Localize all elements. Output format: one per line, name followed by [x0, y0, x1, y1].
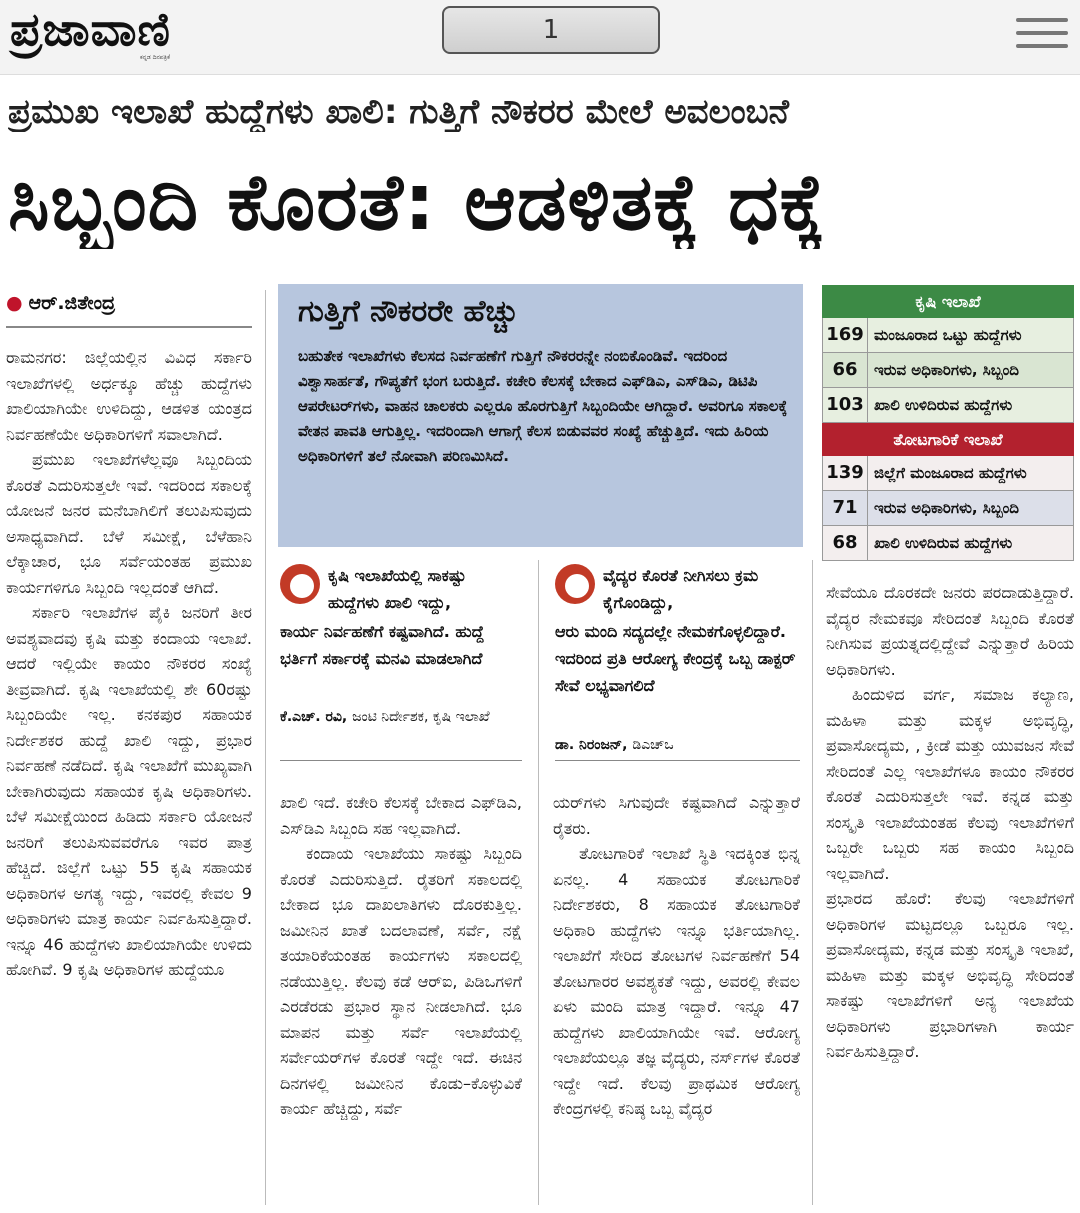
quote-name: ಡಾ. ನಿರಂಜನ್‌, [555, 737, 628, 753]
stats-row [822, 491, 1074, 526]
info-box-title: ಗುತ್ತಿಗೆ ನೌಕರರೇ ಹೆಚ್ಚು [298, 294, 519, 329]
agri-stats-header: ಕೃಷಿ ಇಲಾಖೆ [822, 285, 1074, 318]
newspaper-logo[interactable] [10, 2, 360, 70]
stats-number: 68 [823, 526, 868, 560]
stats-row [822, 353, 1074, 388]
hamburger-menu-icon[interactable] [1016, 16, 1068, 50]
quote-attribution [280, 704, 515, 731]
byline-author: ಆರ್.ಜಿತೇಂದ್ರ [28, 292, 116, 314]
stats-label: ಜಿಲ್ಲೆಗೆ ಮಂಜೂರಾದ ಹುದ್ದೆಗಳು [874, 464, 1027, 482]
bullet-icon: ● [6, 292, 23, 314]
stats-label: ಇರುವ ಅಧಿಕಾರಿಗಳು, ಸಿಬ್ಬಂದಿ [874, 361, 1019, 379]
article-column-4 [826, 580, 1074, 1065]
column-divider [812, 560, 813, 1205]
pull-quote-2 [555, 562, 800, 762]
app-bar [0, 0, 1080, 75]
paragraph: ಕಂದಾಯ ಇಲಾಖೆಯು ಸಾಕಷ್ಟು ಸಿಬ್ಬಂದಿ ಕೊರತೆ ಎದುರಿಸುತ್ತಿದೆ. ರೈತರಿಗೆ ಸಕಾಲದಲ್ಲಿ ಬೇಕಾದ ಭೂ ದಾಖಲಾತಿಗಳು ದೊರಕುತ್ತಿಲ್ಲ. ಜಮೀನಿನ ಖಾತೆ ಬದಲಾವಣೆ, ಸರ್ವೆ, ನಕ್ಷೆ ತಯಾರಿಕೆಯಂತಹ ಕಾರ್ಯಗಳು ಸಕಾಲದಲ್ಲಿ ನಡೆಯುತ್ತಿಲ್ಲ. ಕೆಲವು ಕಡೆ ಆರ್‌ಐ, ಪಿಡಿಒಗಳಿಗೆ ಎರಡೆರಡು ಪ್ರಭಾರ ಸ್ಥಾನ ನೀಡಲಾಗಿದೆ. ಭೂ ಮಾಪನ ಮತ್ತು ಸರ್ವೆ ಇಲಾಖೆಯಲ್ಲಿ ಸರ್ವೇಯರ್‌ಗಳ ಕೊರತೆ ಇದ್ದೇ ಇದೆ. ಈಚಿನ ದಿನಗಳಲ್ಲಿ ಜಮೀನಿನ ಕೊಡು–ಕೊಳ್ಳುವಿಕೆ ಕಾರ್ಯ ಹೆಚ್ಚಿದ್ದು, ಸರ್ವೆ [280, 844, 522, 1118]
quote-role: ಡಿಎಚ್‌ಒ [632, 737, 674, 753]
stats-number: 139 [823, 456, 868, 490]
stats-row [822, 318, 1074, 353]
horti-stats-header: ತೋಟಗಾರಿಕೆ ಇಲಾಖೆ [822, 423, 1074, 456]
column-divider [538, 560, 539, 1205]
stats-label: ಖಾಲಿ ಉಳಿದಿರುವ ಹುದ್ದೆಗಳು [874, 396, 1013, 414]
article-kicker: ಪ್ರಮುಖ ಇಲಾಖೆ ಹುದ್ದೆಗಳು ಖಾಲಿ: ಗುತ್ತಿಗೆ ನೌಕರರ ಮೇಲೆ ಅವಲಂಬನೆ [8, 92, 789, 132]
paragraph: ಯರ್‌ಗಳು ಸಿಗುವುದೇ ಕಷ್ಟವಾಗಿದೆ ಎನ್ನುತ್ತಾರೆ ರೈತರು. [553, 793, 800, 838]
quote-icon [280, 564, 320, 604]
stats-label: ಮಂಜೂರಾದ ಒಟ್ಟು ಹುದ್ದೆಗಳು [874, 326, 1022, 344]
article-column-3 [553, 790, 800, 1122]
quote-body: ಆರು ಮಂದಿ ಸದ್ಯದಲ್ಲೇ ನೇಮಕಗೊಳ್ಳಲಿದ್ದಾರೆ. ಇದರಿಂದ ಪ್ರತಿ ಆರೋಗ್ಯ ಕೇಂದ್ರಕ್ಕೆ ಒಬ್ಬ ಡಾಕ್ಟರ್‌ ಸೇವೆ ಲಭ್ಯವಾಗಲಿದೆ [555, 622, 796, 695]
logo-text: ಪ್ರಜಾವಾಣಿ [10, 2, 171, 56]
quote-body: ಕಾರ್ಯ ನಿರ್ವಹಣೆಗೆ ಕಷ್ಟವಾಗಿದೆ. ಹುದ್ದೆ ಭರ್ತಿಗೆ ಸರ್ಕಾರಕ್ಕೆ ಮನವಿ ಮಾಡಲಾಗಿದೆ [280, 622, 485, 668]
quote-role: ಜಂಟಿ ನಿರ್ದೇಶಕ, ಕೃಷಿ ಇಲಾಖೆ [352, 709, 490, 725]
paragraph: ಸೇವೆಯೂ ದೊರಕದೇ ಜನರು ಪರದಾಡುತ್ತಿದ್ದಾರೆ. ವೈದ್ಯರ ನೇಮಕವೂ ಸೇರಿದಂತೆ ಸಿಬ್ಬಂದಿ ಕೊರತೆ ನೀಗಿಸುವ ಪ್ರಯತ್ನದಲ್ಲಿದ್ದೇವೆ ಎನ್ನುತ್ತಾರೆ ಹಿರಿಯ ಅಧಿಕಾರಿಗಳು. [826, 583, 1074, 679]
stats-number: 66 [823, 353, 868, 387]
stats-number: 71 [823, 491, 868, 525]
quote-lead: ಕೃಷಿ ಇಲಾಖೆಯಲ್ಲಿ ಸಾಕಷ್ಟು ಹುದ್ದೆಗಳು ಖಾಲಿ ಇದ್ದು, [328, 566, 467, 612]
article-column-1 [6, 345, 252, 983]
paragraph: ರಾಮನಗರ: ಜಿಲ್ಲೆಯಲ್ಲಿನ ವಿವಿಧ ಸರ್ಕಾರಿ ಇಲಾಖೆಗಳಲ್ಲಿ ಅರ್ಧಕ್ಕೂ ಹೆಚ್ಚು ಹುದ್ದೆಗಳು ಖಾಲಿಯಾಗಿಯೇ ಉಳಿದಿದ್ದು, ಆಡಳಿತ ಯಂತ್ರದ ನಿರ್ವಹಣೆಯೇ ಅಧಿಕಾರಿಗಳಿಗೆ ಸವಾಲಾಗಿದೆ. [6, 348, 252, 444]
pull-quote-1 [280, 562, 520, 762]
quote-name: ಕೆ.ಎಚ್‌. ರವಿ, [280, 709, 348, 725]
paragraph: ಸರ್ಕಾರಿ ಇಲಾಖೆಗಳ ಪೈಕಿ ಜನರಿಗೆ ತೀರ ಅವಶ್ಯವಾದವು ಕೃಷಿ ಮತ್ತು ಕಂದಾಯ ಇಲಾಖೆ. ಆದರೆ ಇಲ್ಲಿಯೇ ಕಾಯಂ ನೌಕರರ ಸಂಖ್ಯೆ ತೀವ್ರವಾಗಿದೆ. ಕೃಷಿ ಇಲಾಖೆಯಲ್ಲಿ ಶೇ 60ರಷ್ಟು ಸಿಬ್ಬಂದಿಯೇ ಇಲ್ಲ. ಕನಕಪುರ ಸಹಾಯಕ ನಿರ್ದೇಶಕರ ಹುದ್ದೆ ಖಾಲಿ ಇದ್ದು, ಪ್ರಭಾರ ನಿರ್ವಹಣೆ ನಡೆದಿದೆ. ಕೃಷಿ ಇಲಾಖೆಗೆ ಮುಖ್ಯವಾಗಿ ಬೇಕಾಗಿರುವುದು ಸಹಾಯಕ ಕೃಷಿ ಅಧಿಕಾರಿಗಳು. ಬೆಳೆ ಸಮೀಕ್ಷೆಯಿಂದ ಹಿಡಿದು ಸರ್ಕಾರಿ ಯೋಜನೆ ಜನರಿಗೆ ತಲುಪಿಸುವವರೆಗೂ ಇವರ ಪಾತ್ರ ಹೆಚ್ಚಿದೆ. ಜಿಲ್ಲೆಗೆ ಒಟ್ಟು 55 ಕೃಷಿ ಸಹಾಯಕ ಅಧಿಕಾರಿಗಳ ಅಗತ್ಯ ಇದ್ದು, ಇವರಲ್ಲಿ ಕೇವಲ 9 ಅಧಿಕಾರಿಗಳು ಮಾತ್ರ ಕಾರ್ಯ ನಿರ್ವಹಿಸುತ್ತಿದ್ದಾರೆ. ಇನ್ನೂ 46 ಹುದ್ದೆಗಳು ಖಾಲಿಯಾಗಿಯೇ ಉಳಿದು ಹೋಗಿವೆ. 9 ಕೃಷಿ ಅಧಿಕಾರಿಗಳ ಹುದ್ದೆಯೂ [6, 603, 252, 979]
logo-tagline: ಕನ್ನಡ ದಿನಪತ್ರಿಕೆ [140, 54, 171, 61]
stats-label: ಖಾಲಿ ಉಳಿದಿರುವ ಹುದ್ದೆಗಳು [874, 534, 1013, 552]
paragraph: ಪ್ರಭಾರದ ಹೊರೆ: ಕೆಲವು ಇಲಾಖೆಗಳಿಗೆ ಅಧಿಕಾರಿಗಳ ಮಟ್ಟದಲ್ಲೂ ಒಬ್ಬರೂ ಇಲ್ಲ. ಪ್ರವಾಸೋದ್ಯಮ, ಕನ್ನಡ ಮತ್ತು ಸಂಸ್ಕೃತಿ ಇಲಾಖೆ, ಮಹಿಳಾ ಮತ್ತು ಮಕ್ಕಳ ಅಭಿವೃದ್ಧಿ ಸೇರಿದಂತೆ ಸಾಕಷ್ಟು ಇಲಾಖೆಗಳಿಗೆ ಅನ್ಯ ಇಲಾಖೆಯ ಅಧಿಕಾರಿಗಳು ಪ್ರಭಾರಿಗಳಾಗಿ ಕಾರ್ಯ ನಿರ್ವಹಿಸುತ್ತಿದ್ದಾರೆ. [826, 889, 1074, 1061]
paragraph: ಖಾಲಿ ಇದೆ. ಕಚೇರಿ ಕೆಲಸಕ್ಕೆ ಬೇಕಾದ ಎಫ್‌ಡಿಎ, ಎಸ್‌ಡಿಎ ಸಿಬ್ಬಂದಿ ಸಹ ಇಲ್ಲವಾಗಿದೆ. [280, 793, 522, 838]
paragraph: ಪ್ರಮುಖ ಇಲಾಖೆಗಳೆಲ್ಲವೂ ಸಿಬ್ಬಂದಿಯ ಕೊರತೆ ಎದುರಿಸುತ್ತಲೇ ಇವೆ. ಇದರಿಂದ ಸಕಾಲಕ್ಕೆ ಯೋಜನೆ ಜನರ ಮನೆಬಾಗಿಲಿಗೆ ತಲುಪಿಸುವುದು ಅಸಾಧ್ಯವಾಗಿದೆ. ಬೆಳೆ ಸಮೀಕ್ಷೆ, ಬೆಳೆಹಾನಿ ಲೆಕ್ಕಾಚಾರ, ಭೂ ಸರ್ವೆಯಂತಹ ಪ್ರಮುಖ ಕಾರ್ಯಗಳಿಗೂ ಸಿಬ್ಬಂದಿ ಇಲ್ಲದಂತೆ ಆಗಿದೆ. [6, 450, 252, 597]
quote-icon [555, 564, 595, 604]
stats-table [822, 285, 1074, 561]
divider [280, 760, 522, 761]
paragraph: ಹಿಂದುಳಿದ ವರ್ಗ, ಸಮಾಜ ಕಲ್ಯಾಣ, ಮಹಿಳಾ ಮತ್ತು ಮಕ್ಕಳ ಅಭಿವೃದ್ಧಿ, ಪ್ರವಾಸೋದ್ಯಮ, , ಕ್ರೀಡೆ ಮತ್ತು ಯುವಜನ ಸೇವೆ ಸೇರಿದಂತೆ ಎಲ್ಲ ಇಲಾಖೆಗಳೂ ಕಾಯಂ ನೌಕರರ ಕೊರತೆ ಎದುರಿಸುತ್ತಲೇ ಇವೆ. ಕನ್ನಡ ಮತ್ತು ಸಂಸ್ಕೃತಿ ಇಲಾಖೆಯಂತಹ ಕೆಲವು ಇಲಾಖೆಗಳಿಗೆ ಒಬ್ಬರೇ ಒಬ್ಬರು ಸಹ ಕಾಯಂ ಸಿಬ್ಬಂದಿ ಇಲ್ಲವಾಗಿದೆ. [826, 685, 1074, 883]
stats-number: 103 [823, 388, 868, 422]
stats-row [822, 388, 1074, 423]
column-divider [265, 290, 266, 1205]
paragraph: ತೋಟಗಾರಿಕೆ ಇಲಾಖೆ ಸ್ಥಿತಿ ಇದಕ್ಕಿಂತ ಭಿನ್ನ ಏನಲ್ಲ. 4 ಸಹಾಯಕ ತೋಟಗಾರಿಕೆ ನಿರ್ದೇಶಕರು, 8 ಸಹಾಯಕ ತೋಟಗಾರಿಕೆ ಅಧಿಕಾರಿ ಹುದ್ದೆಗಳು ಇನ್ನೂ ಭರ್ತಿಯಾಗಿಲ್ಲ. ಇಲಾಖೆಗೆ ಸೇರಿದ ತೋಟಗಳ ನಿರ್ವಹಣೆಗೆ 54 ತೋಟಗಾರರ ಅವಶ್ಯಕತೆ ಇದ್ದು, ಅವರಲ್ಲಿ ಕೇವಲ ಏಳು ಮಂದಿ ಮಾತ್ರ ಇದ್ದಾರೆ. ಇನ್ನೂ 47 ಹುದ್ದೆಗಳು ಖಾಲಿಯಾಗಿಯೇ ಇವೆ. ಆರೋಗ್ಯ ಇಲಾಖೆಯಲ್ಲೂ ತಜ್ಞ ವೈದ್ಯರು, ನರ್ಸ್‌ಗಳ ಕೊರತೆ ಇದ್ದೇ ಇದೆ. ಕೆಲವು ಪ್ರಾಥಮಿಕ ಆರೋಗ್ಯ ಕೇಂದ್ರಗಳಲ್ಲಿ ಕನಿಷ್ಠ ಒಬ್ಬ ವೈದ್ಯರ [553, 844, 800, 1118]
divider [555, 760, 800, 761]
article-column-2 [280, 790, 522, 1122]
article-headline: ಸಿಬ್ಬಂದಿ ಕೊರತೆ: ಆಡಳಿತಕ್ಕೆ ಧಕ್ಕೆ [8, 158, 827, 248]
page-number-selector[interactable]: 1 [442, 6, 660, 54]
stats-number: 169 [823, 318, 868, 352]
stats-label: ಇರುವ ಅಧಿಕಾರಿಗಳು, ಸಿಬ್ಬಂದಿ [874, 499, 1019, 517]
info-box-text: ಬಹುತೇಕ ಇಲಾಖೆಗಳು ಕೆಲಸದ ನಿರ್ವಹಣೆಗೆ ಗುತ್ತಿಗೆ ನೌಕರರನ್ನೇ ನಂಬಿಕೊಂಡಿವೆ. ಇದರಿಂದ ವಿಶ್ವಾಸಾರ್ಹತೆ, ಗೌಪ್ಯತೆಗೆ ಭಂಗ ಬರುತ್ತಿದೆ. ಕಚೇರಿ ಕೆಲಸಕ್ಕೆ ಬೇಕಾದ ಎಫ್‌ಡಿಎ, ಎಸ್‌ಡಿಎ, ಡಿಟಿಪಿ ಆಪರೇಟರ್‌ಗಳು, ವಾಹನ ಚಾಲಕರು ಎಲ್ಲರೂ ಹೊರಗುತ್ತಿಗೆ ಸಿಬ್ಬಂದಿಯೇ ಆಗಿದ್ದಾರೆ. ಅವರಿಗೂ ಸಕಾಲಕ್ಕೆ ವೇತನ ಪಾವತಿ ಆಗುತ್ತಿಲ್ಲ. ಇದರಿಂದಾಗಿ ಆಗಾಗ್ಗೆ ಕೆಲಸ ಬಿಡುವವರ ಸಂಖ್ಯೆ ಹೆಚ್ಚುತ್ತಿದೆ. ಇದು ಹಿರಿಯ ಅಧಿಕಾರಿಗಳಿಗೆ ತಲೆ ನೋವಾಗಿ ಪರಿಣಮಿಸಿದೆ. [298, 347, 788, 465]
quote-lead: ವೈದ್ಯರ ಕೊರತೆ ನೀಗಿಸಲು ಕ್ರಮ ಕೈಗೊಂಡಿದ್ದು, [603, 566, 759, 612]
info-box [278, 284, 803, 547]
quote-attribution [555, 732, 800, 759]
byline [6, 292, 256, 314]
stats-row [822, 526, 1074, 561]
byline-divider [6, 326, 252, 328]
stats-row [822, 456, 1074, 491]
